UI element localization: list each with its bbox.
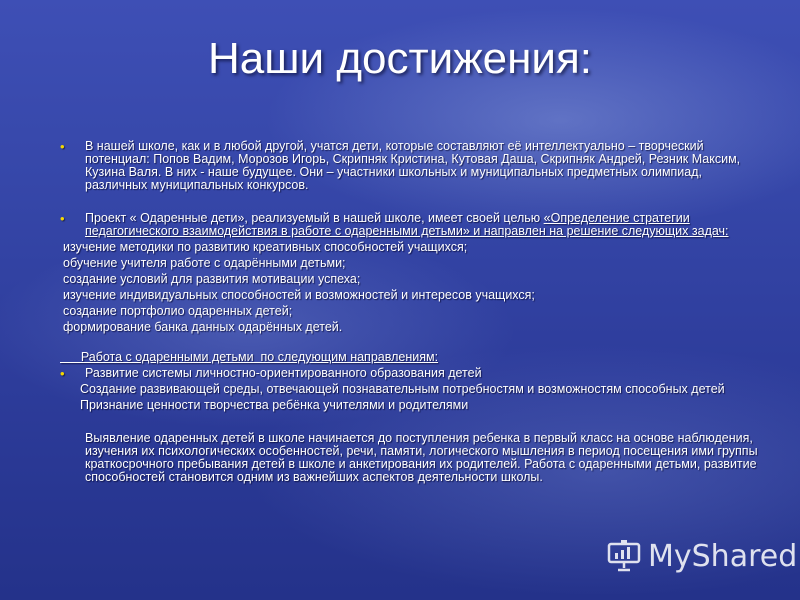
task-item: создание условий для развития мотивации успеха; bbox=[63, 272, 361, 286]
slide-title: Наши достижения: bbox=[207, 34, 593, 83]
task-item: изучение индивидуальных способностей и возможностей и интересов учащихся; bbox=[63, 288, 535, 302]
task-item: формирование банка данных одарённых детей. bbox=[63, 320, 343, 334]
bullet-project-goal: «Определение стратегии педагогического взаимодействия в работе с одаренными детьми» и направлен на решение следующих задач: bbox=[85, 211, 729, 238]
presentation-board-icon bbox=[606, 538, 642, 574]
logo-text: MyShared bbox=[648, 538, 798, 574]
task-item: создание портфолио одаренных детей; bbox=[63, 304, 293, 318]
direction-text: Развитие системы личностно-ориентированного образования детей bbox=[85, 366, 482, 380]
bullet-project bbox=[60, 212, 765, 238]
slide-content bbox=[60, 140, 765, 484]
bullet-achievements bbox=[60, 140, 765, 192]
bullet-dot-icon: • bbox=[60, 366, 65, 381]
directions-heading: Работа с одаренными детьми по следующим направлениям: bbox=[60, 350, 439, 364]
task-list bbox=[60, 241, 765, 334]
final-paragraph: Выявление одаренных детей в школе начинается до поступления ребенка в первый класс на основе наблюдения, изучения их психологических особенностей, речи, памяти, логического мышления в период посещения ими группы краткосрочного пребывания детей в школе и анкетирования их родителей. Работа с одаренными детьми, развитие способностей становится одним из важнейших аспектов деятельности школы. bbox=[85, 431, 758, 484]
bullet-dot-icon: • bbox=[60, 139, 65, 154]
direction-item: Признание ценности творчества ребёнка учителями и родителями bbox=[80, 398, 469, 412]
direction-item bbox=[60, 367, 765, 380]
direction-item: Создание развивающей среды, отвечающей познавательным потребностям и возможностям способных детей bbox=[80, 382, 725, 396]
bullet-project-text: Проект « Одаренные дети», реализуемый в нашей школе, имеет своей целью bbox=[85, 211, 544, 225]
myshared-logo bbox=[606, 536, 797, 576]
bullet-dot-icon: • bbox=[60, 211, 65, 226]
task-item: обучение учителя работе с одарёнными детьми; bbox=[63, 256, 346, 270]
task-item: изучение методики по развитию креативных способностей учащихся; bbox=[63, 240, 468, 254]
bullet-achievements-text: В нашей школе, как и в любой другой, учатся дети, которые составляют её интеллектуально – творческий потенциал: Попов Вадим, Морозов Игорь, Скрипняк Кристина, Кутовая Даша, Скрипняк Андрей, Резник Максим, Кузина Валя. В них - наше будущее. Они – участники школьных и муниципальных предметных олимпиад, различных муниципальных конкурсов. bbox=[85, 139, 741, 192]
